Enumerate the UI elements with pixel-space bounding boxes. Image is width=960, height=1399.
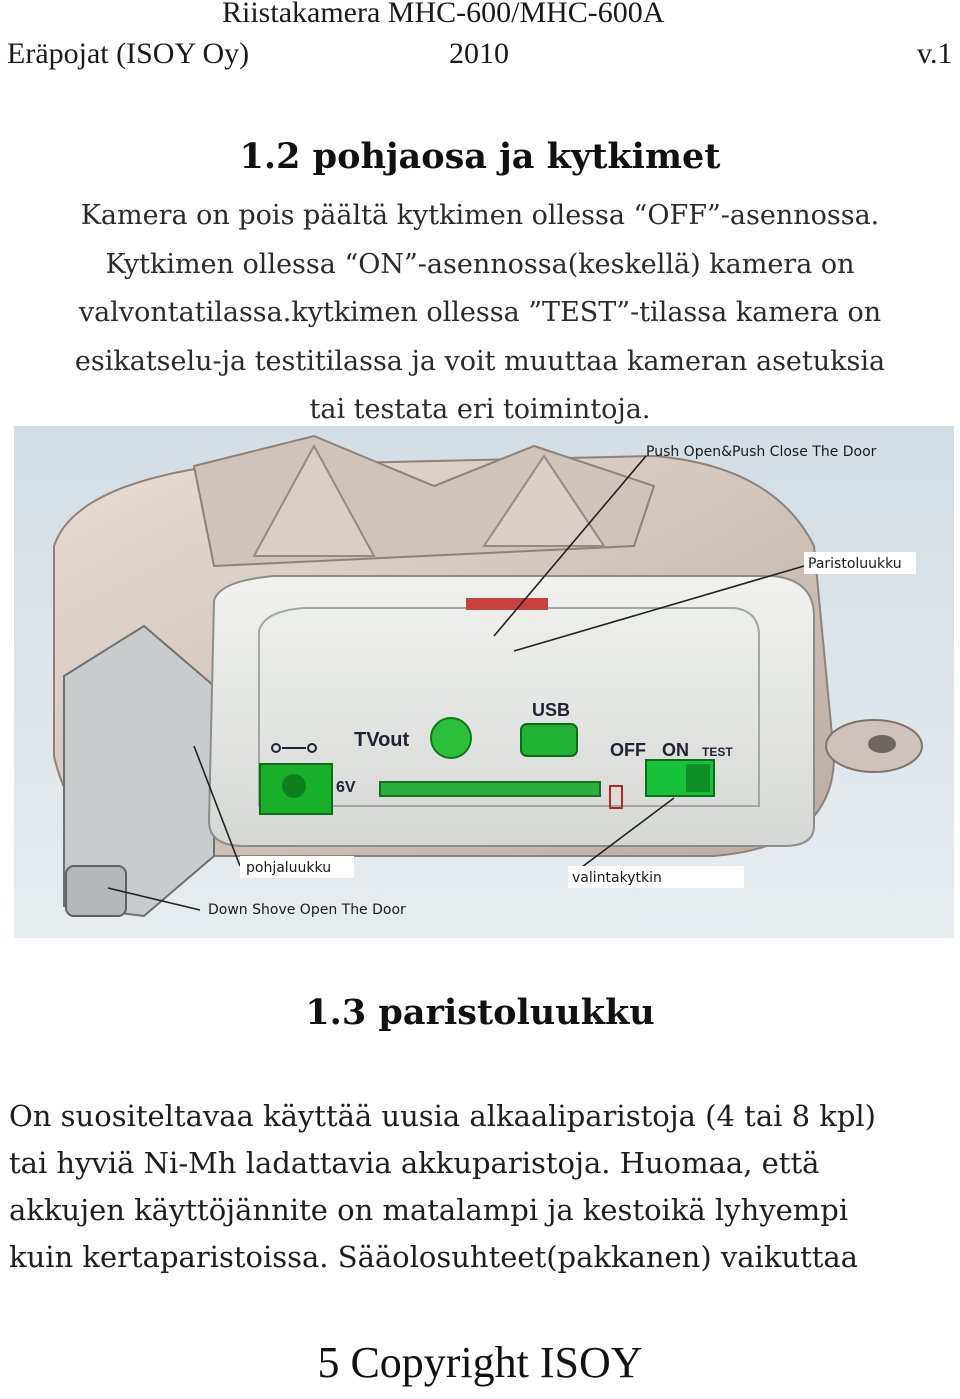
paragraph-line: akkujen käyttöjännite on matalampi ja kestoikä lyhyempi (9, 1193, 849, 1227)
paragraph-line: esikatselu-ja testitilassa ja voit muuttaa kameran asetuksia (74, 345, 886, 377)
section-1-2-title: 1.2 pohjaosa ja kytkimet (239, 136, 721, 177)
company-name: Eräpojat (ISOY Oy) (7, 37, 250, 70)
paragraph-line: tai hyviä Ni-Mh ladattavia akkuparistoja. Huomaa, että (9, 1146, 820, 1180)
paragraph-line: Kytkimen ollessa “ON”-asennossa(keskellä) kamera on (105, 248, 855, 280)
usb-marking: USB (532, 700, 571, 720)
sd-card-slot (380, 782, 600, 796)
paragraph-line: On suositeltavaa käyttää uusia alkaaliparistoja (4 tai 8 kpl) (9, 1099, 876, 1133)
selector-switch-knob (686, 764, 710, 792)
test-marking: TEST (702, 745, 733, 759)
document-year: 2010 (449, 37, 509, 70)
page-footer: 5 Copyright ISOY (317, 1338, 643, 1387)
tvout-jack (431, 718, 471, 758)
paragraph-line: kuin kertaparistoissa. Sääolosuhteet(pakkanen) vaikuttaa (9, 1240, 858, 1274)
label-battery-door: Paristoluukku (808, 556, 902, 572)
paragraph-line: tai testata eri toimintoja. (309, 394, 651, 425)
panel-red-tab (466, 598, 548, 610)
document-version: v.1 (917, 37, 953, 70)
power-jack-socket (282, 774, 306, 798)
document-model-title: Riistakamera MHC-600/MHC-600A (222, 0, 665, 29)
section-1-3-title: 1.3 paristoluukku (305, 992, 655, 1033)
label-push-door: Push Open&Push Close The Door (646, 444, 877, 460)
paragraph-line: Kamera on pois päältä kytkimen ollessa “OFF”-asennossa. (80, 200, 880, 231)
label-bottom-door: pohjaluukku (246, 860, 332, 876)
on-marking: ON (662, 740, 689, 760)
paragraph-line: valvontatilassa.kytkimen ollessa ”TEST”-tilassa kamera on (78, 297, 882, 328)
tvout-marking: TVout (354, 729, 410, 751)
section-1-2-paragraph (0, 192, 960, 435)
label-selector: valintakytkin (572, 870, 662, 886)
voltage-marking: 6V (336, 779, 356, 796)
mounting-hole (868, 735, 896, 753)
label-down-shove: Down Shove Open The Door (208, 902, 406, 918)
usb-port (521, 724, 577, 756)
door-latch (66, 866, 126, 916)
camera-bottom-figure (14, 426, 954, 938)
section-1-3-paragraph (9, 1093, 954, 1281)
off-marking: OFF (610, 740, 646, 760)
